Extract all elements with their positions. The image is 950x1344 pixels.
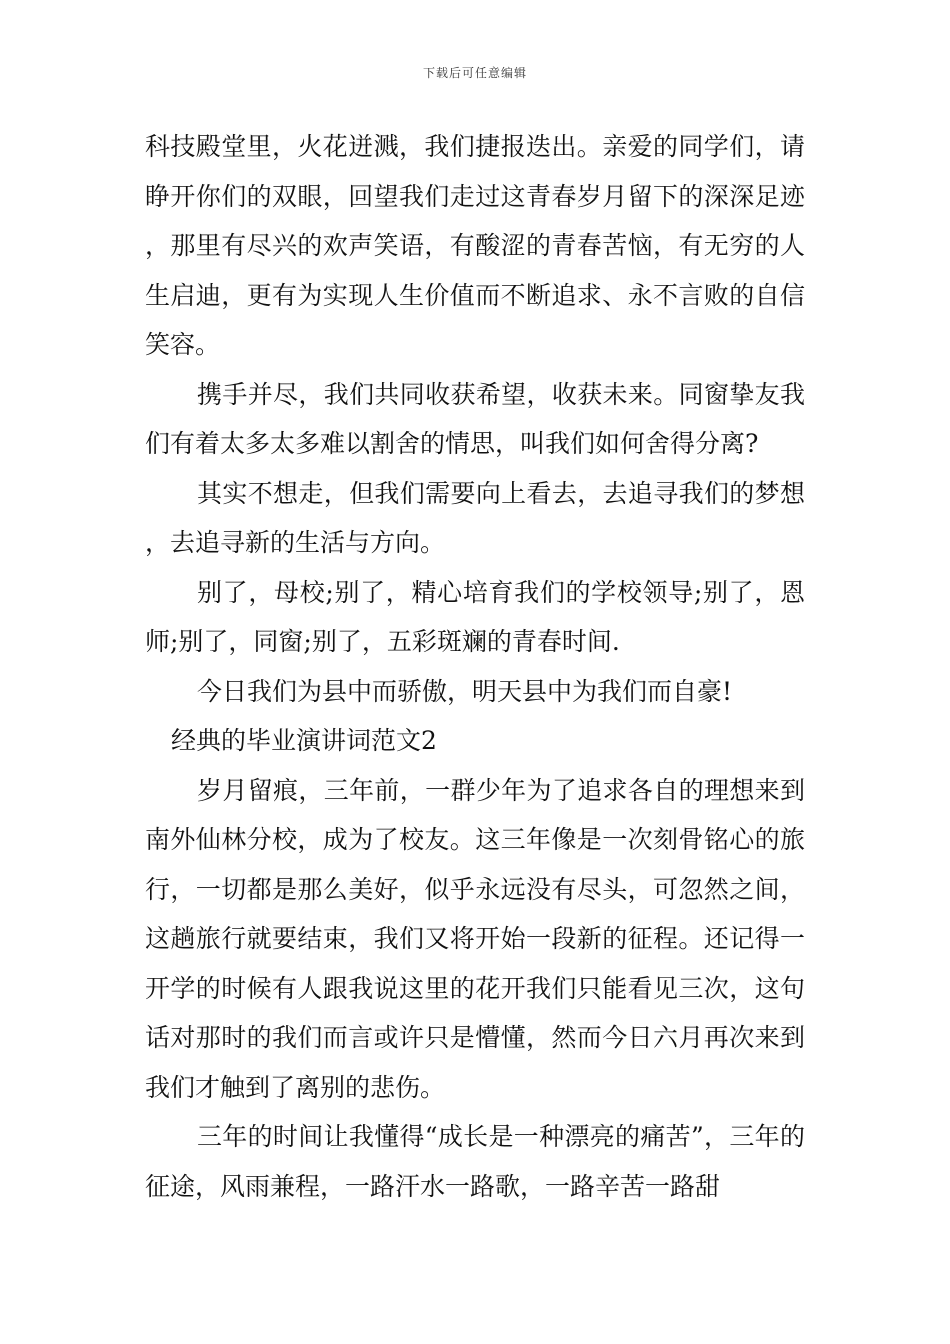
paragraph-2: 携手并尽，我们共同收获希望，收获未来。同窗挚友我们有着太多太多难以割舍的情思，叫我们如何舍得分离?: [145, 379, 805, 458]
paragraph-3: 其实不想走，但我们需要向上看去，去追寻我们的梦想，去追寻新的生活与方向。: [145, 478, 805, 557]
paragraph-5: 今日我们为县中而骄傲，明天县中为我们而自豪!: [197, 676, 733, 706]
paragraph-4: 别了，母校;别了，精心培育我们的学校领导;别了，恩师;别了，同窗;别了，五彩斑斓的青春时间.: [145, 577, 805, 656]
page-header: 下载后可任意编辑: [422, 66, 527, 80]
paragraph-7: 三年的时间让我懂得“成长是一种漂亮的痛苦”，三年的征途，风雨兼程，一路汗水一路歌，一路辛苦一路甜: [145, 1122, 805, 1201]
paragraph-6: 岁月留痕，三年前，一群少年为了追求各自的理想来到南外仙林分校，成为了校友。这三年像是一次刻骨铭心的旅行，一切都是那么美好，似乎永远没有尽头，可忽然之间，这趟旅行就要结束，我们又将开始一段新的征程。还记得一开学的时候有人跟我说这里的花开我们只能看见三次，这句话对那时的我们而言或许只是懵懂，然而今日六月再次来到我们才触到了离别的悲伤。: [145, 775, 805, 1102]
document-body: [145, 122, 805, 1211]
paragraph-1: 科技殿堂里，火花迸溅，我们捷报迭出。亲爱的同学们，请睁开你们的双眼，回望我们走过这青春岁月留下的深深足迹，那里有尽兴的欢声笑语，有酸涩的青春苦恼，有无穷的人生启迪，更有为实现人生价值而不断追求、永不言败的自信笑容。: [145, 132, 805, 359]
section-heading: 经典的毕业演讲词范文2: [171, 726, 437, 755]
